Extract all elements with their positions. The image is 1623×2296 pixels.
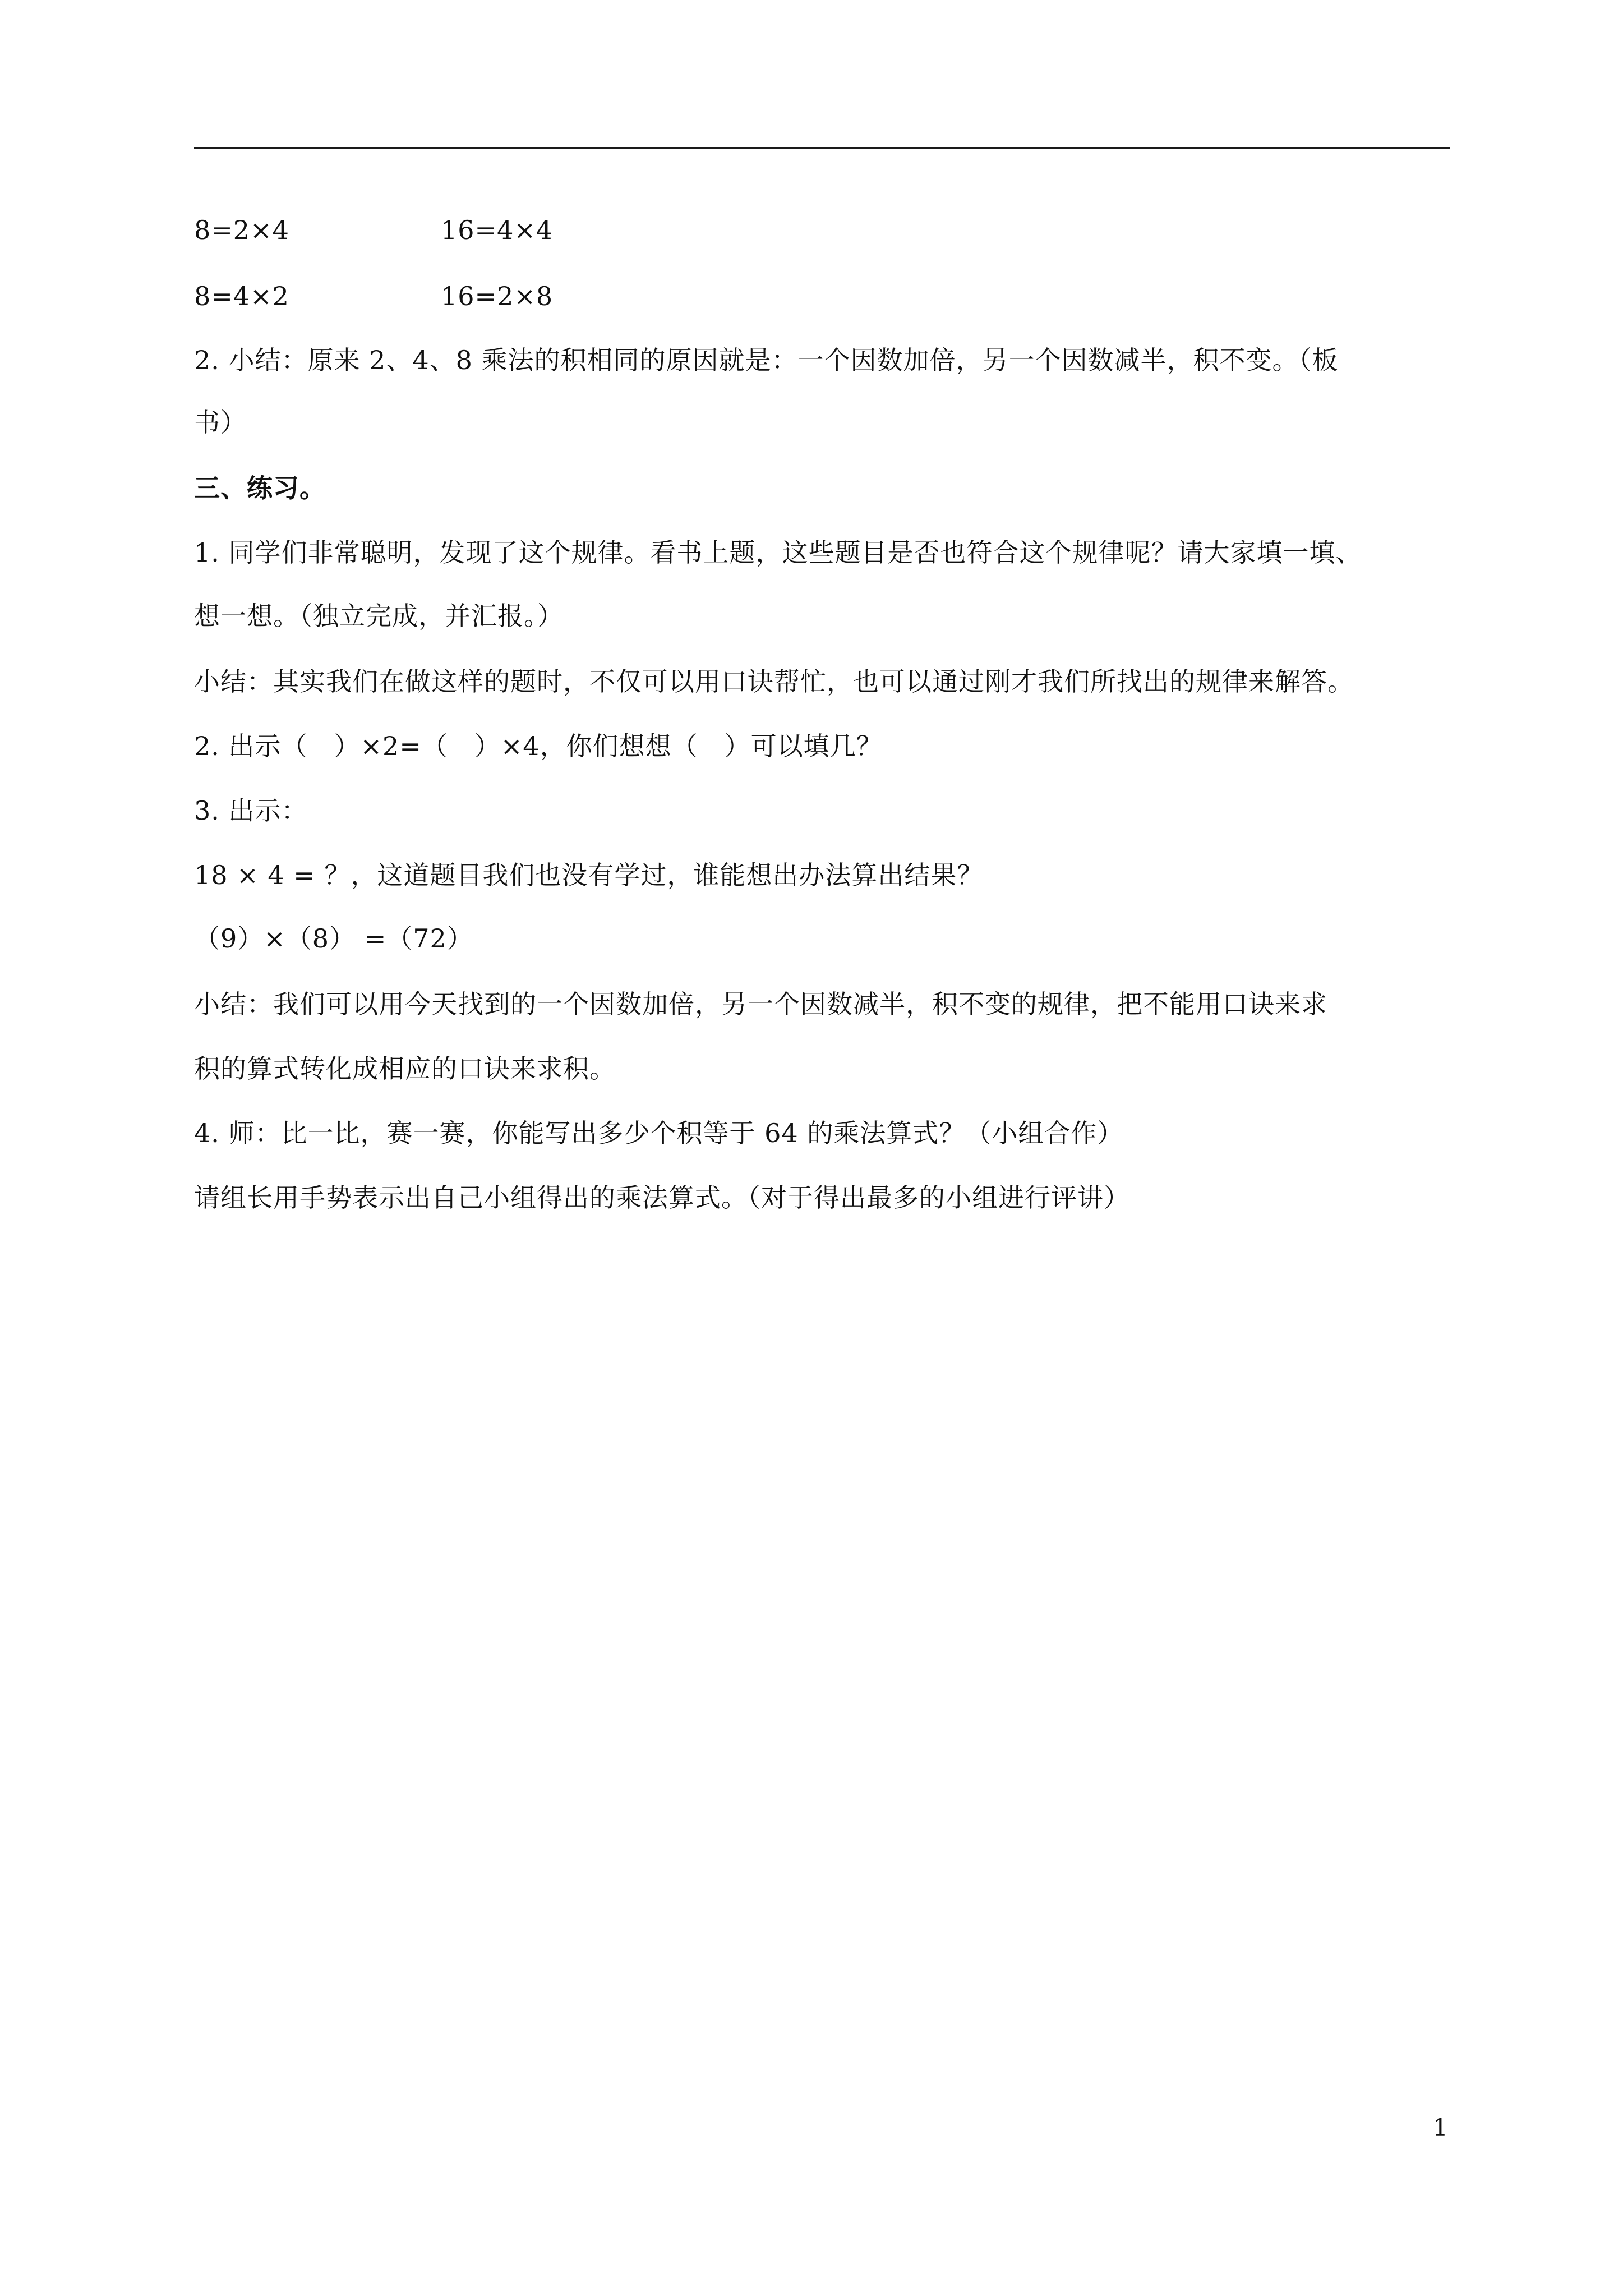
practice-item-1-line-1: 1. 同学们非常聪明，发现了这个规律。看书上题，这些题目是否也符合这个规律呢？请大家填一填、 (194, 537, 1362, 568)
equation-right: 16=2×8 (441, 281, 554, 311)
practice-item-3-answer: （9）×（8） =（72） (194, 923, 473, 954)
practice-item-4: 4. 师：比一比，赛一赛，你能写出多少个积等于 64 的乘法算式？（小组合作） (194, 1118, 1124, 1148)
practice-summary-3-line-1: 小结：我们可以用今天找到的一个因数加倍，另一个因数减半，积不变的规律，把不能用口诀来求 (194, 989, 1327, 1019)
practice-item-3: 3. 出示： (194, 795, 308, 826)
practice-item-1-line-2: 想一想。（独立完成，并汇报。） (194, 601, 564, 631)
practice-summary-1: 小结：其实我们在做这样的题时，不仅可以用口诀帮忙，也可以通过刚才我们所找出的规律来解答。 (194, 666, 1354, 697)
practice-item-3-question: 18 × 4 = ？，这道题目我们也没有学过，谁能想出办法算出结果？ (194, 860, 984, 890)
equation-right: 16=4×4 (441, 215, 554, 245)
equation-left: 8=2×4 (194, 215, 289, 245)
summary-2-line-2: 书） (194, 407, 247, 438)
summary-2-line-1: 2. 小结：原来 2、4、8 乘法的积相同的原因就是：一个因数加倍，另一个因数减半，积不变。（板 (194, 345, 1339, 375)
section-3-title: 三、练习。 (194, 473, 326, 503)
page-number: 1 (1433, 2114, 1448, 2141)
equation-left: 8=4×2 (194, 281, 289, 311)
practice-summary-3-line-2: 积的算式转化成相应的口诀来求积。 (194, 1053, 616, 1084)
practice-item-4-note: 请组长用手势表示出自己小组得出的乘法算式。（对于得出最多的小组进行评讲） (194, 1182, 1130, 1213)
practice-item-2: 2. 出示（ ）×2=（ ）×4，你们想想（ ）可以填几？ (194, 731, 883, 761)
equation-row-1 (194, 213, 554, 247)
equation-row-2 (194, 279, 554, 313)
header-rule (194, 147, 1450, 149)
